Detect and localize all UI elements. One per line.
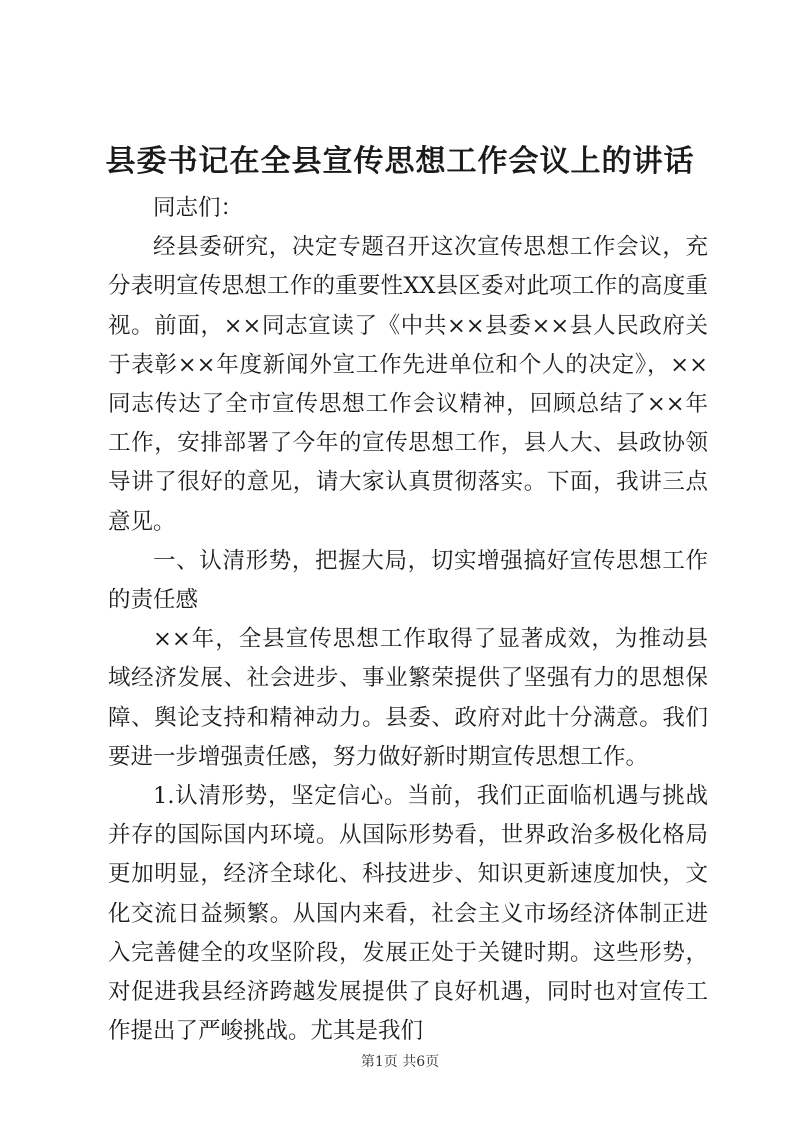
- page-number: 第1页: [360, 1054, 398, 1070]
- salutation-paragraph: 同志们：: [153, 195, 244, 221]
- page-footer: [0, 1052, 800, 1072]
- section-heading-paragraph: 一、认清形势，把握大局，切实增强搞好宣传思想工作的责任感: [108, 547, 708, 614]
- intro-paragraph: 经县委研究，决定专题召开这次宣传思想工作会议，充分表明宣传思想工作的重要性XX县区委对此项工作的高度重视。前面，××同志宣读了《中共××县委××县人民政府关于表彰××年度新闻外宣工作先进单位和个人的决定》，××同志传达了全市宣传思想工作会议精神，回顾总结了××年工作，安排部署了今年的宣传思想工作，县人大、县政协领导讲了很好的意见，请大家认真贯彻落实。下面，我讲三点意见。: [108, 234, 708, 535]
- body-paragraph: ××年，全县宣传思想工作取得了显著成效，为推动县域经济发展、社会进步、事业繁荣提供了坚强有力的思想保障、舆论支持和精神动力。县委、政府对此十分满意。我们要进一步增强责任感，努力做好新时期宣传思想工作。: [108, 626, 708, 770]
- document-title: 县委书记在全县宣传思想工作会议上的讲话: [105, 144, 695, 179]
- document-body: [108, 189, 708, 1051]
- page-total: 共6页: [402, 1054, 440, 1070]
- body-paragraph: 1.认清形势，坚定信心。当前，我们正面临机遇与挑战并存的国际国内环境。从国际形势看，世界政治多极化格局更加明显，经济全球化、科技进步、知识更新速度加快，文化交流日益频繁。从国内来看，社会主义市场经济体制正进入完善健全的攻坚阶段，发展正处于关键时期。这些形势，对促进我县经济跨越发展提供了良好机遇，同时也对宣传工作提出了严峻挑战。尤其是我们: [108, 783, 708, 1045]
